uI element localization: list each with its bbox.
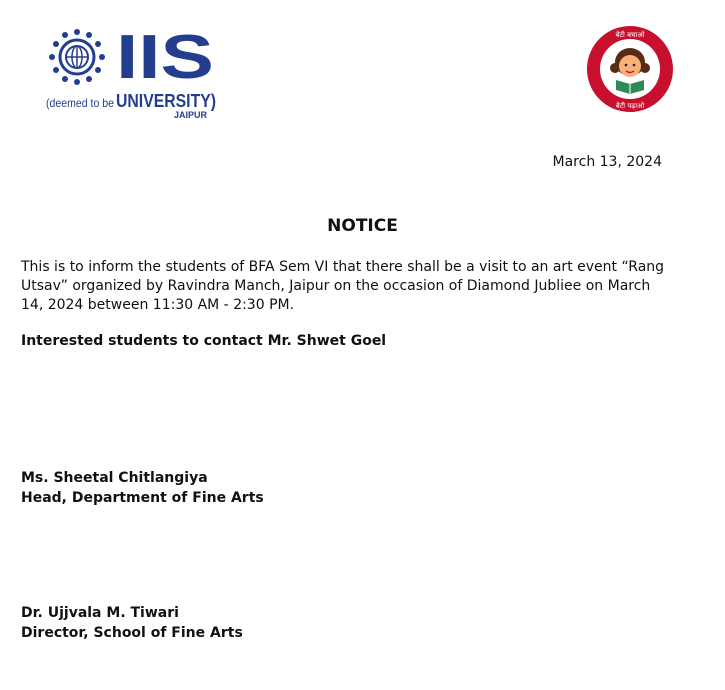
iis-tagline-university: UNIVERSITY) [116,91,217,111]
beti-bachao-logo [585,24,675,114]
notice-body: This is to inform the students of BFA Sem VI that there shall be a visit to an art event “Rang Utsav” organized by Ravindra Manch, Jaipur on the occasion of Diamond Jubliee on March 14, 2024 between 11:30 AM - 2:30 PM. [21,259,665,313]
signatory-head [21,468,264,508]
signatory-name: Dr. Ujjvala M. Tiwari [21,605,179,621]
signatory-director [21,603,243,643]
bbbp-bottom-text: बेटी पढ़ाओ [615,102,645,110]
signatory-name: Ms. Sheetal Chitlangiya [21,470,208,486]
notice-date: March 13, 2024 [552,154,662,170]
iis-emblem-icon [49,29,105,85]
signatory-title: Director, School of Fine Arts [21,625,243,641]
iis-name-text: IIS [116,23,214,92]
contact-line: Interested students to contact Mr. Shwet Goel [21,333,387,349]
notice-title: NOTICE [327,216,398,236]
iis-university-logo [44,22,234,122]
bbbp-top-text: बेटी बचाओ [615,31,645,39]
iis-tagline-prefix: (deemed to be [46,96,115,110]
signatory-title: Head, Department of Fine Arts [21,490,264,506]
iis-city-text: JAIPUR [174,110,208,120]
